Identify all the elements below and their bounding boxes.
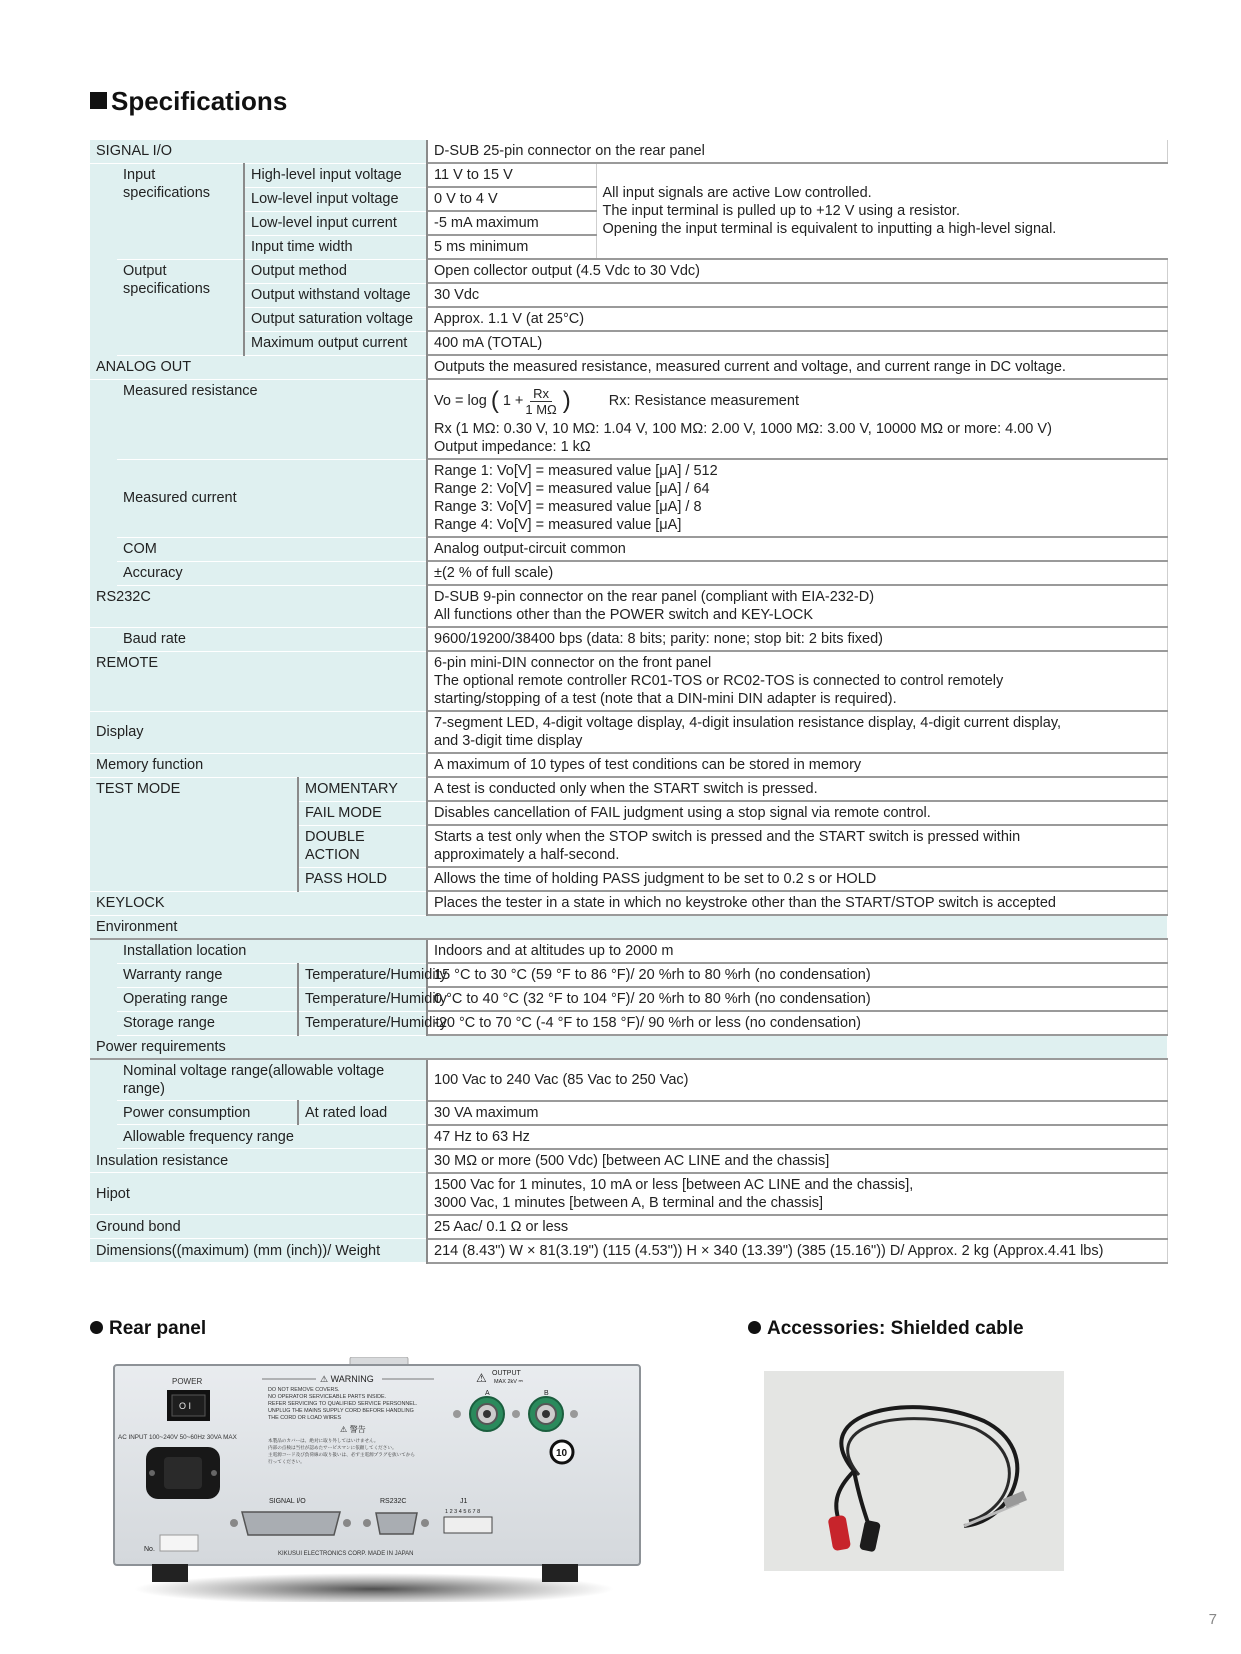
warning-title: ⚠ WARNING xyxy=(320,1374,374,1384)
row-rs232c xyxy=(90,585,1167,627)
spec-table xyxy=(90,140,1167,1264)
analog-out-value: Outputs the measured resistance, measured current and voltage, and current range in DC voltage. xyxy=(427,355,1167,379)
output-value-1: 30 Vdc xyxy=(427,283,1167,307)
current-line: Range 4: Vo[V] = measured value [μA] xyxy=(434,517,682,533)
input-note xyxy=(596,163,1167,259)
input-note-line: All input signals are active Low controlled. xyxy=(602,185,872,201)
power-label: Power requirements xyxy=(90,1035,1167,1059)
com-label: COM xyxy=(117,537,427,561)
power-switch-text: O I xyxy=(179,1401,192,1411)
fail-mode-label: FAIL MODE xyxy=(298,801,427,825)
screw-icon xyxy=(211,1470,217,1476)
row-consumption xyxy=(90,1101,1167,1125)
dimensions-label: Dimensions((maximum) (mm (inch))/ Weight xyxy=(90,1239,427,1263)
ground-label: Ground bond xyxy=(90,1215,427,1239)
foot-left xyxy=(152,1564,188,1582)
row-remote xyxy=(90,651,1167,711)
jp-warning-line: 主電源コード及び負荷線の取り扱いは、必ず主電源プラグを抜いてから xyxy=(268,1453,416,1458)
row-output-4 xyxy=(90,331,1167,355)
input-value-1: 0 V to 4 V xyxy=(427,187,596,211)
baud-rate-value: 9600/19200/38400 bps (data: 8 bits; parity: none; stop bit: 2 bits fixed) xyxy=(427,627,1167,651)
double-action-value xyxy=(427,825,1167,867)
input-spec-label: Input specifications xyxy=(117,163,244,259)
warning-line: UNPLUG THE MAINS SUPPLY CORD BEFORE HANDLING xyxy=(268,1408,414,1414)
hipot-line: 3000 Vac, 1 minutes [between A, B terminal and the chassis] xyxy=(434,1194,824,1211)
paren-close: ) xyxy=(562,387,571,414)
power-text: POWER xyxy=(172,1377,203,1386)
row-analog-out xyxy=(90,355,1167,379)
rs232c-value xyxy=(427,585,1167,627)
input-note-line: The input terminal is pulled up to +12 V using a resistor. xyxy=(602,203,960,219)
output-spec-label: Output specifications xyxy=(117,259,244,355)
row-com xyxy=(90,537,1167,561)
memory-value: A maximum of 10 types of test conditions can be stored in memory xyxy=(427,753,1167,777)
double-action-label: DOUBLE ACTION xyxy=(298,825,427,867)
input-value-3: 5 ms minimum xyxy=(427,235,596,259)
warning-line: NO OPERATOR SERVICEABLE PARTS INSIDE. xyxy=(268,1394,387,1400)
remote-line: starting/stopping of a test (note that a DIN-mini DIN adapter is required). xyxy=(434,691,897,707)
input-value-0: 11 V to 15 V xyxy=(427,163,596,187)
maker-text: KIKUSUI ELECTRONICS CORP. MADE IN JAPAN xyxy=(278,1551,414,1557)
row-measured-resistance xyxy=(90,379,1167,459)
hipot-value xyxy=(427,1173,1167,1215)
screw-icon xyxy=(363,1519,371,1527)
jp-warning-line: 行ってください。 xyxy=(268,1460,305,1465)
test-mode-label: TEST MODE xyxy=(90,777,298,891)
rs232c-line: All functions other than the POWER switch and KEY-LOCK xyxy=(434,607,814,623)
formula-left: Vo = log xyxy=(434,393,487,409)
formula-note: Rx: Resistance measurement xyxy=(608,393,799,409)
row-environment xyxy=(90,915,1167,939)
row-hipot xyxy=(90,1173,1167,1215)
resistance-line: Output impedance: 1 kΩ xyxy=(434,439,591,455)
row-memory xyxy=(90,753,1167,777)
bullet-icon xyxy=(90,1321,103,1334)
caution-icon: ⚠ xyxy=(476,1371,487,1385)
consumption-label: Power consumption xyxy=(117,1101,298,1125)
display-line: 7-segment LED, 4-digit voltage display, 4-digit insulation resistance display, 4-digit current display, xyxy=(434,715,1062,731)
input-label-2: Low-level input current xyxy=(244,211,427,235)
screw-icon xyxy=(421,1519,429,1527)
serial-no-text: No. xyxy=(144,1546,155,1553)
page-number: 7 xyxy=(1208,1611,1217,1628)
screw-icon xyxy=(343,1519,351,1527)
double-action-line: approximately a half-second. xyxy=(434,847,620,863)
baud-rate-label: Baud rate xyxy=(117,627,427,651)
screw-icon xyxy=(149,1470,155,1476)
bullet-icon xyxy=(748,1321,761,1334)
warning-line: DO NOT REMOVE COVERS. xyxy=(268,1387,340,1393)
frequency-value: 47 Hz to 63 Hz xyxy=(427,1125,1167,1149)
current-line: Range 3: Vo[V] = measured value [μA] / 8 xyxy=(434,499,702,515)
warranty-sub: Temperature/Humidity xyxy=(298,963,427,987)
com-value: Analog output-circuit common xyxy=(427,537,1167,561)
resistance-formula xyxy=(434,382,1161,420)
j1-text: J1 xyxy=(460,1498,468,1505)
ac-inlet-socket xyxy=(164,1457,202,1489)
row-warranty xyxy=(90,963,1167,987)
measured-resistance-label: Measured resistance xyxy=(117,379,427,459)
remote-value xyxy=(427,651,1167,711)
warranty-label: Warranty range xyxy=(117,963,298,987)
storage-label: Storage range xyxy=(117,1011,298,1035)
indent xyxy=(90,939,117,1035)
row-keylock xyxy=(90,891,1167,915)
current-line: Range 2: Vo[V] = measured value [μA] / 64 xyxy=(434,481,710,497)
input-label-1: Low-level input voltage xyxy=(244,187,427,211)
terminal-a-text: A xyxy=(485,1390,490,1397)
pass-hold-value: Allows the time of holding PASS judgment to be set to 0.2 s or HOLD xyxy=(427,867,1167,891)
jp-warning-title: ⚠ 警告 xyxy=(340,1425,366,1434)
row-output-1 xyxy=(90,259,1167,283)
input-note-line: Opening the input terminal is equivalent to inputting a high-level signal. xyxy=(602,221,1057,237)
remote-line: The optional remote controller RC01-TOS or RC02-TOS is connected to control remotely xyxy=(434,673,1004,689)
terminal-b-text: B xyxy=(544,1390,549,1397)
row-display xyxy=(90,711,1167,753)
insulation-label: Insulation resistance xyxy=(90,1149,427,1173)
measured-resistance-value xyxy=(427,379,1167,459)
keylock-value: Places the tester in a state in which no keystroke other than the START/STOP switch is accepted xyxy=(427,891,1167,915)
rs232c-text: RS232C xyxy=(380,1498,407,1505)
warning-line: REFER SERVICING TO QUALIFIED SERVICE PERSONNEL. xyxy=(268,1401,418,1407)
row-storage xyxy=(90,1011,1167,1035)
row-dimensions xyxy=(90,1239,1167,1263)
measured-current-value xyxy=(427,459,1167,537)
screw-icon xyxy=(570,1410,578,1418)
hipot-label: Hipot xyxy=(90,1173,427,1215)
row-accuracy xyxy=(90,561,1167,585)
screw-icon xyxy=(230,1519,238,1527)
row-installation xyxy=(90,939,1167,963)
storage-sub: Temperature/Humidity xyxy=(298,1011,427,1035)
accuracy-label: Accuracy xyxy=(117,561,427,585)
dsub9-connector xyxy=(376,1513,417,1534)
output-value-2: Approx. 1.1 V (at 25°C) xyxy=(427,307,1167,331)
display-line: and 3-digit time display xyxy=(434,733,583,749)
pass-hold-label: PASS HOLD xyxy=(298,867,427,891)
accessories-caption: Accessories: Shielded cable xyxy=(748,1318,1024,1340)
j1-numbers: 1 2 3 4 5 6 7 8 xyxy=(445,1509,481,1515)
row-ground xyxy=(90,1215,1167,1239)
fail-mode-value: Disables cancellation of FAIL judgment using a stop signal via remote control. xyxy=(427,801,1167,825)
output-label-1: Output withstand voltage xyxy=(244,283,427,307)
row-power xyxy=(90,1035,1167,1059)
dimensions-value: 214 (8.43") W × 81(3.19") (115 (4.53")) H × 340 (13.39") (385 (15.16")) D/ Approx. 2 kg (Approx.4.41 lbs) xyxy=(427,1239,1167,1263)
momentary-value: A test is conducted only when the START switch is pressed. xyxy=(427,777,1167,801)
row-nominal xyxy=(90,1059,1167,1101)
formula-denominator: 1 MΩ xyxy=(525,401,557,417)
hipot-line: 1500 Vac for 1 minutes, 10 mA or less [between AC LINE and the chassis], xyxy=(434,1176,914,1193)
row-test-mode xyxy=(90,777,1167,801)
jp-warning-line: 本製品のカバーは、絶対に取り外してはいけません。 xyxy=(268,1439,379,1444)
output-label-2: Output saturation voltage xyxy=(244,307,427,331)
measured-current-label: Measured current xyxy=(117,459,427,537)
momentary-label: MOMENTARY xyxy=(298,777,427,801)
resistance-line: Rx (1 MΩ: 0.30 V, 10 MΩ: 1.04 V, 100 MΩ: 2.00 V, 1000 MΩ: 3.00 V, 10000 MΩ or more: 4.00 V) xyxy=(434,421,1052,437)
input-label-3: Input time width xyxy=(244,235,427,259)
memory-label: Memory function xyxy=(90,753,427,777)
double-action-line: Starts a test only when the STOP switch is pressed and the START switch is pressed within xyxy=(434,829,1021,845)
operating-label: Operating range xyxy=(117,987,298,1011)
paren-open: ( xyxy=(490,387,499,414)
indent xyxy=(90,1059,117,1149)
storage-value: -20 °C to 70 °C (-4 °F to 158 °F)/ 90 %rh or less (no condensation) xyxy=(427,1011,1167,1035)
row-measured-current xyxy=(90,459,1167,537)
installation-value: Indoors and at altitudes up to 2000 m xyxy=(427,939,1167,963)
operating-value: 0 °C to 40 °C (32 °F to 104 °F)/ 20 %rh to 80 %rh (no condensation) xyxy=(427,987,1167,1011)
rear-panel-image xyxy=(112,1357,642,1602)
signal-io-label: SIGNAL I/O xyxy=(90,140,427,163)
installation-label: Installation location xyxy=(117,939,427,963)
serial-label xyxy=(160,1535,198,1551)
remote-label: REMOTE xyxy=(90,651,427,711)
input-label-0: High-level input voltage xyxy=(244,163,427,187)
page-title: Specifications xyxy=(90,86,287,117)
square-bullet-icon xyxy=(90,92,107,109)
current-line: Range 1: Vo[V] = measured value [μA] / 512 xyxy=(434,463,718,479)
operating-sub: Temperature/Humidity xyxy=(298,987,427,1011)
input-value-2: -5 mA maximum xyxy=(427,211,596,235)
display-value xyxy=(427,711,1167,753)
output-label-0: Output method xyxy=(244,259,427,283)
screw-icon xyxy=(512,1410,520,1418)
terminal-b-hole xyxy=(542,1410,550,1418)
environment-label: Environment xyxy=(90,915,1167,939)
rs232c-line: D-SUB 9-pin connector on the rear panel (compliant with EIA-232-D) xyxy=(434,589,875,605)
warranty-value: 15 °C to 30 °C (59 °F to 86 °F)/ 20 %rh to 80 %rh (no condensation) xyxy=(427,963,1167,987)
consumption-value: 30 VA maximum xyxy=(427,1101,1167,1125)
signal-io-value: D-SUB 25-pin connector on the rear panel xyxy=(427,140,1167,163)
rear-panel-caption: Rear panel xyxy=(90,1318,206,1340)
output-max-text: MAX 2kV ⎓ xyxy=(494,1379,523,1385)
indent xyxy=(90,163,117,355)
emblem-text: 10 xyxy=(556,1448,568,1459)
formula-one: 1 + xyxy=(502,393,524,409)
output-value-0: Open collector output (4.5 Vdc to 30 Vdc) xyxy=(427,259,1167,283)
nominal-value: 100 Vac to 240 Vac (85 Vac to 250 Vac) xyxy=(427,1059,1167,1101)
indent xyxy=(90,627,117,651)
ac-input-text: AC INPUT 100~240V 50~60Hz 30VA MAX xyxy=(118,1434,237,1441)
row-operating xyxy=(90,987,1167,1011)
terminal-a-hole xyxy=(483,1410,491,1418)
dip-switch xyxy=(444,1517,492,1533)
warning-line: THE CORD OR LOAD WIRES xyxy=(268,1415,342,1421)
row-insulation xyxy=(90,1149,1167,1173)
jp-warning-line: 内部の点検は当社が認めたサービスマンに依頼してください。 xyxy=(268,1446,397,1451)
rs232c-label: RS232C xyxy=(90,585,427,627)
row-output-2 xyxy=(90,283,1167,307)
row-baud-rate xyxy=(90,627,1167,651)
output-text: OUTPUT xyxy=(492,1370,521,1377)
consumption-sub: At rated load xyxy=(298,1101,427,1125)
row-output-3 xyxy=(90,307,1167,331)
screw-icon xyxy=(453,1410,461,1418)
remote-line: 6-pin mini-DIN connector on the front panel xyxy=(434,655,712,671)
output-label-3: Maximum output current xyxy=(244,331,427,355)
nominal-label: Nominal voltage range(allowable voltage range) xyxy=(117,1059,427,1101)
dsub25-connector xyxy=(242,1512,340,1535)
display-label: Display xyxy=(90,711,427,753)
insulation-value: 30 MΩ or more (500 Vdc) [between AC LINE and the chassis] xyxy=(427,1149,1167,1173)
analog-out-label: ANALOG OUT xyxy=(90,355,427,379)
signal-io-text: SIGNAL I/O xyxy=(269,1498,306,1505)
accuracy-value: ±(2 % of full scale) xyxy=(427,561,1167,585)
indent xyxy=(90,379,117,585)
formula-fraction xyxy=(525,386,556,417)
keylock-label: KEYLOCK xyxy=(90,891,427,915)
shielded-cable-image xyxy=(764,1371,1064,1571)
ground-value: 25 Aac/ 0.1 Ω or less xyxy=(427,1215,1167,1239)
output-value-3: 400 mA (TOTAL) xyxy=(427,331,1167,355)
formula-numerator: Rx xyxy=(530,386,552,402)
row-signal-io xyxy=(90,140,1167,163)
row-frequency xyxy=(90,1125,1167,1149)
frequency-label: Allowable frequency range xyxy=(117,1125,427,1149)
foot-right xyxy=(542,1564,578,1582)
row-input-1 xyxy=(90,163,1167,187)
